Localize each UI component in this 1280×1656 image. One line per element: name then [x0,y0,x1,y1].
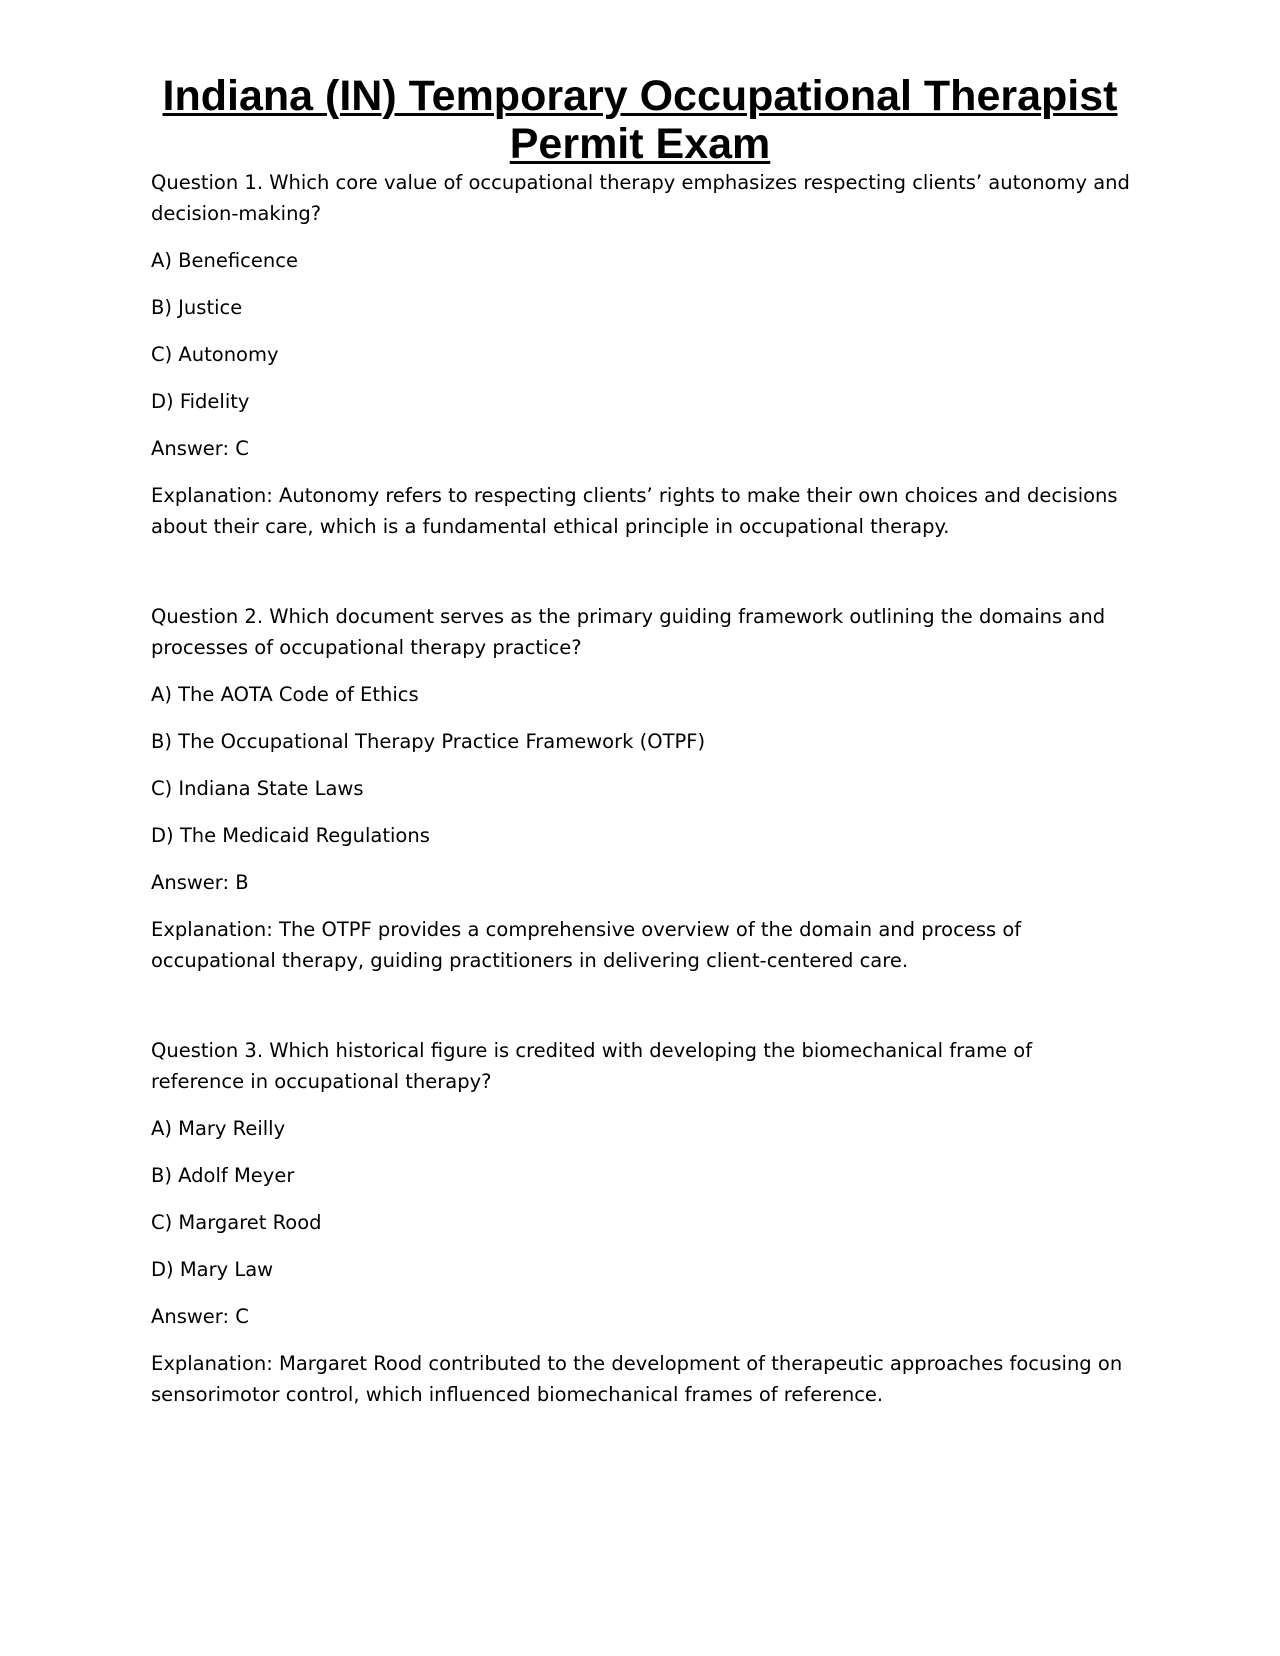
question-text: Question 2. Which document serves as the primary guiding framework outlining the domains and processes of occupational therapy practice? [151,605,1106,659]
option-d: D) Fidelity [151,390,250,413]
option-c: C) Margaret Rood [151,1211,322,1234]
question-block-1 [151,168,1131,542]
option-c: C) Autonomy [151,343,279,366]
document-title: Indiana (IN) Temporary Occupational Therapist Permit Exam [162,72,1118,168]
question-text: Question 1. Which core value of occupational therapy emphasizes respecting clients’ autonomy and decision-making? [151,171,1130,225]
answer-text: Answer: C [151,437,249,460]
option-a: A) Beneficence [151,249,298,272]
option-a: A) Mary Reilly [151,1117,286,1140]
question-list [151,168,1131,1470]
question-text: Question 3. Which historical figure is credited with developing the biomechanical frame of reference in occupational therapy? [151,1039,1033,1093]
option-d: D) The Medicaid Regulations [151,824,430,847]
option-d: D) Mary Law [151,1258,274,1281]
explanation-text: Explanation: The OTPF provides a comprehensive overview of the domain and process of occupational therapy, guiding practitioners in delivering client-centered care. [151,918,1022,972]
question-block-3 [151,1036,1131,1410]
explanation-text: Explanation: Margaret Rood contributed to the development of therapeutic approaches focusing on sensorimotor control, which influenced biomechanical frames of reference. [151,1352,1123,1406]
option-c: C) Indiana State Laws [151,777,364,800]
explanation-text: Explanation: Autonomy refers to respecting clients’ rights to make their own choices and decisions about their care, which is a fundamental ethical principle in occupational therapy. [151,484,1118,538]
answer-text: Answer: B [151,871,249,894]
option-b: B) The Occupational Therapy Practice Framework (OTPF) [151,730,706,753]
option-a: A) The AOTA Code of Ethics [151,683,419,706]
answer-text: Answer: C [151,1305,249,1328]
question-block-2 [151,602,1131,976]
option-b: B) Justice [151,296,243,319]
option-b: B) Adolf Meyer [151,1164,295,1187]
